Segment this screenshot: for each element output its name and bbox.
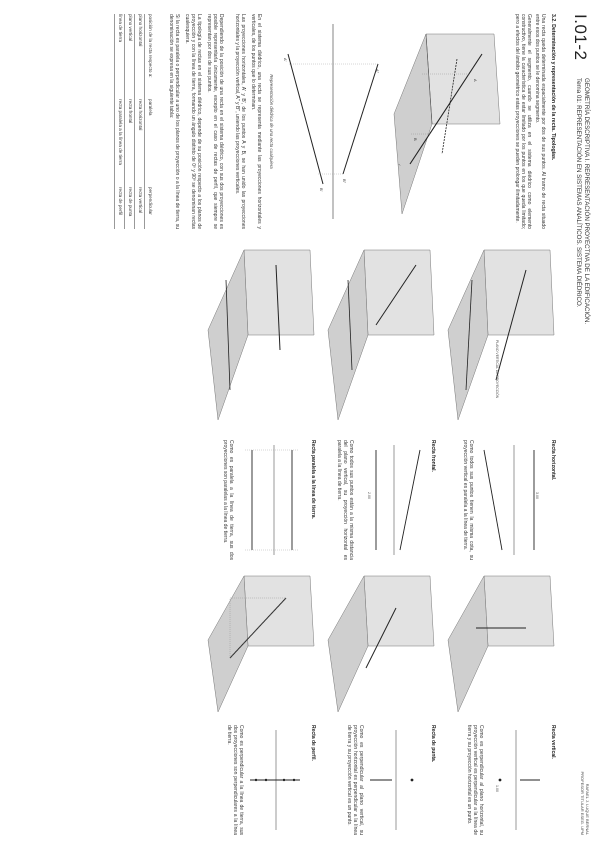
recta-horizontal-3d-figure: [444, 240, 556, 430]
author-position: PROFESOR TITULAR ESEG. UPM: [580, 771, 585, 835]
title-line-1: GEOMETRÍA DESCRIPTIVA I. REPRESENTACIÓN PROYECTIVA DE LA EDIFICACIÓN.: [583, 78, 590, 325]
dim-label: 2.00: [367, 492, 371, 499]
table-cell: recta vertical: [135, 187, 145, 229]
dim-label: 3.00: [535, 492, 539, 499]
title-line-2: Tema 01: REPRESENTACIÓN EN SISTEMAS ANALÍTICOS. SISTEMA DIÉDRICO.: [575, 78, 583, 308]
author-block: [580, 700, 590, 835]
block-text: Como todos sus puntos están a la misma distancia del plano vertical, su proyección horizontal es paralela a la línea de tierra.: [335, 440, 354, 560]
recta-cualquiera-diedrico-figure: [278, 14, 388, 229]
body-paragraph-1: En el sistema diédrico, una recta se representa mediante las proyecciones horizontales y verticales, de los puntos que lo determinan.: [249, 14, 262, 229]
table-cell: plano horizontal: [135, 14, 145, 99]
block-text: Como es perpendicular a la línea de tierra, sus dos proyecciones son perpendiculares a la línea de tierra.: [225, 725, 244, 835]
recta-de-punta-3d-figure: [324, 568, 436, 718]
recta-paralela-lt-3d-figure: [204, 240, 316, 430]
svg-text:A: A: [473, 79, 478, 82]
block-title: Recta horizontal.: [550, 440, 556, 481]
body-paragraph-4: La tipología de rectas en el sistema diédrico, depende de su posición respecto a los planos de proyección y con la línea de tierra, formando un ángulo distinto de 0º y 90º se denominan rectas cualesquiera.: [183, 14, 202, 229]
block-text: Como todos sus puntos tienen la misma cota, su proyección vertical es paralela a la línea de tierra.: [461, 440, 474, 560]
block-title: Recta de perfil.: [310, 725, 316, 761]
recta-de-punta-diedrico-figure: [366, 725, 426, 835]
table-row: [135, 14, 145, 229]
recta-de-perfil-3d-figure: [204, 568, 316, 718]
table-header-row: [145, 14, 155, 229]
body-paragraph-2: Las proyecciones horizontales, A' y B', de los puntos A y B, se han unido las proyecciones horizontales y la proyección vertical, A'' y B'', uniendo las proyecciones verticales.: [233, 14, 246, 229]
table-cell: recta horizontal: [135, 99, 145, 187]
block-title: Recta paralela a la línea de tierra.: [310, 440, 316, 519]
table-cell: recta de punta: [125, 187, 135, 229]
sheet-code: I.01-2: [571, 14, 590, 61]
svg-text:A'': A'': [375, 69, 380, 74]
recta-horizontal-diedrico-figure: [476, 440, 546, 560]
block-text: Como es paralela a la línea de tierra, sus dos proyecciones son paralelas a la línea de tierra.: [221, 440, 234, 560]
recta-cualquiera-3d-figure: [392, 14, 502, 229]
table-row: [125, 14, 135, 229]
table-cell: recta de perfil: [115, 187, 125, 229]
figure-caption: Representación diédrica de una recta cualquiera: [269, 74, 274, 169]
table-cell: recta frontal: [125, 99, 135, 187]
rectas-table: [114, 14, 154, 229]
table-header-cell: perpendicular: [145, 187, 155, 229]
recta-vertical-diedrico-figure: [486, 725, 546, 835]
plane-label-vertical: PLANO VERTICAL DE PROYECCIÓN: [495, 340, 499, 399]
table-row: [115, 14, 125, 229]
table-header-cell: posición de la recta respecto a:: [145, 14, 155, 99]
block-text: Como es perpendicular al plano horizontal, su proyección vertical es perpendicular a la línea de tierra y su proyección horizontal es un punto.: [465, 725, 484, 835]
recta-vertical-3d-figure: [444, 568, 556, 718]
table-cell: plano vertical: [125, 14, 135, 99]
body-paragraph-3: Dependiendo de la posición de una recta en el sistema diédrico, con sus dos proyecciones es posible representarla únicamente, excepto en el caso de rectas de perfil, que siempre se representan por dos de sus puntos.: [205, 14, 224, 229]
recta-de-perfil-diedrico-figure: [246, 725, 306, 835]
svg-text:B': B': [319, 188, 324, 192]
recta-paralela-lt-diedrico-figure: [236, 440, 306, 560]
sheet-title: [575, 78, 590, 518]
svg-text:A': A': [283, 58, 288, 62]
author-name: RAFAEL J. LUQUE BERNAL: [585, 783, 590, 835]
body-paragraph-5: Si la recta es paralela o perpendicular a uno de los planos de proyección o a la línea de tierra, su denominación se expresa en la siguiente tabla:: [167, 14, 180, 229]
table-cell: línea de tierra: [115, 14, 125, 99]
svg-text:B'': B'': [342, 179, 347, 184]
table-cell: recta paralela a la línea de tierra: [115, 99, 125, 187]
block-text: Como es perpendicular al plano vertical, su proyección horizontal es perpendicular a la línea de tierra y su proyección vertical es un punto.: [345, 725, 364, 835]
intro-text-2: Generalmente el segmento, cuando se utiliza en el sistema diédrico como elemento constructivo, tiene la característica de estar limitado por los puntos en los que queda limitado; pero a efectos del ámbito geométrico estas proyecciones se pueden prolongar ilimitadamente.: [513, 14, 532, 229]
block-title: Recta de punta.: [430, 725, 436, 763]
recta-frontal-diedrico-figure: [356, 440, 426, 560]
intro-text: Una recta queda determinada espacialmente por dos de sus puntos. Al tramo de recta situado entre esos dos puntos se le denomina segmento.: [533, 14, 546, 229]
dim-label: 1.00: [495, 785, 499, 792]
recta-frontal-3d-figure: [324, 240, 436, 430]
table-header-cell: paralela: [145, 99, 155, 187]
svg-text:B: B: [413, 138, 418, 141]
block-title: Recta frontal.: [430, 440, 436, 472]
svg-text:r': r': [397, 164, 401, 166]
section-heading: 3.2. Determinación y representación de la recta. Tipologías.: [550, 14, 556, 161]
block-title: Recta vertical.: [550, 725, 556, 759]
